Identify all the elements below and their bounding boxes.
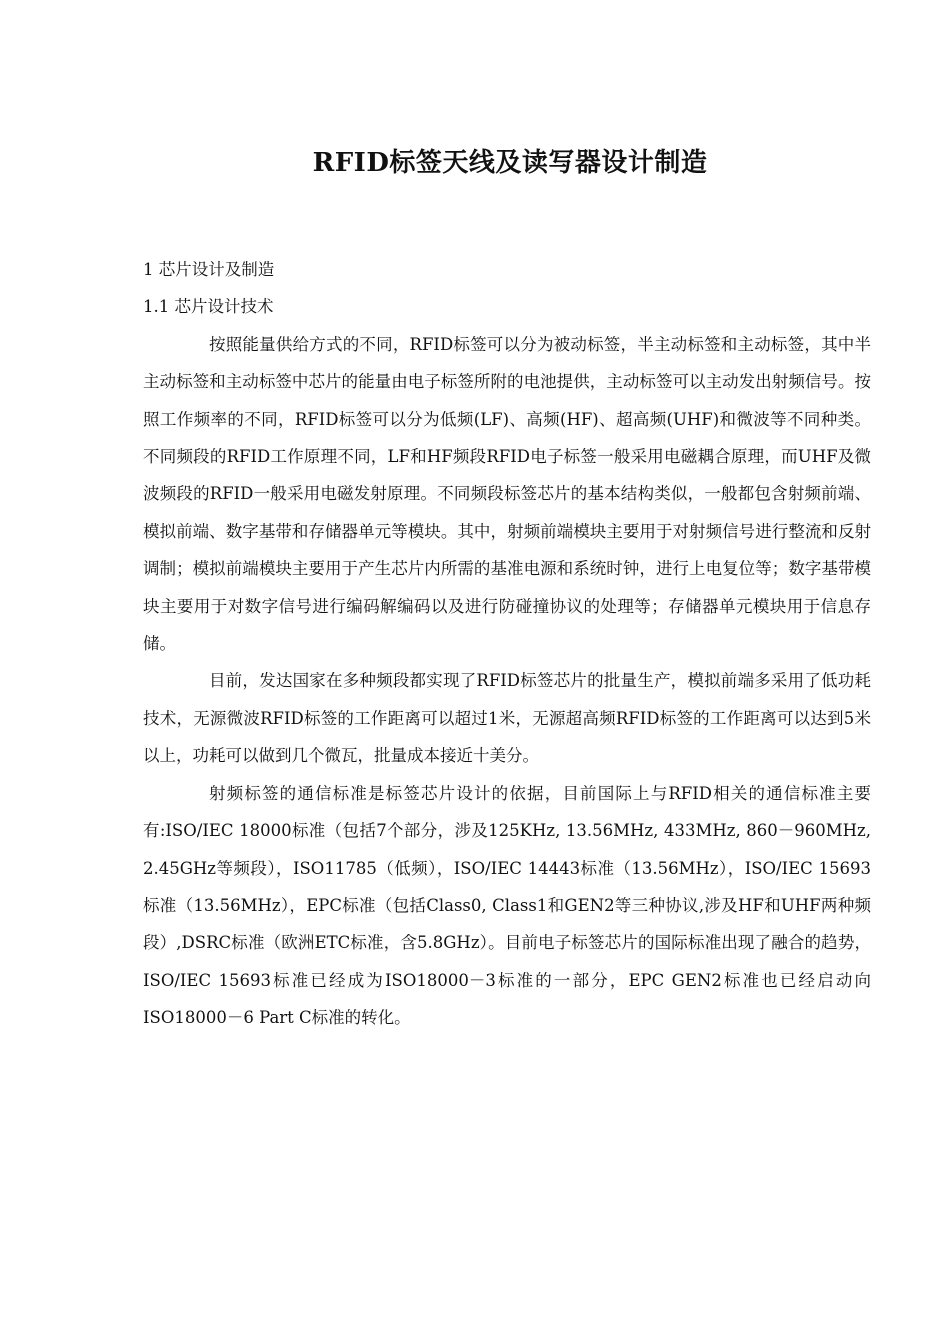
document-body <box>143 251 871 1037</box>
document-title: RFID标签天线及读写器设计制造 <box>312 148 708 178</box>
section-heading: 1 芯片设计及制造 <box>143 260 275 279</box>
paragraph: 按照能量供给方式的不同，RFID标签可以分为被动标签，半主动标签和主动标签，其中半主动标签和主动标签中芯片的能量由电子标签所附的电池提供，主动标签可以主动发出射频信号。按照工作频率的不同，RFID标签可以分为低频(LF)、高频(HF)、超高频(UHF)和微波等不同种类。不同频段的RFID工作原理不同，LF和HF频段RFID电子标签一般采用电磁耦合原理，而UHF及微波频段的RFID一般采用电磁发射原理。不同频段标签芯片的基本结构类似，一般都包含射频前端、模拟前端、数字基带和存储器单元等模块。其中，射频前端模块主要用于对射频信号进行整流和反射调制；模拟前端模块主要用于产生芯片内所需的基准电源和系统时钟，进行上电复位等；数字基带模块主要用于对数字信号进行编码解编码以及进行防碰撞协议的处理等；存储器单元模块用于信息存储。 <box>143 334 871 654</box>
paragraph: 射频标签的通信标准是标签芯片设计的依据，目前国际上与RFID相关的通信标准主要有:ISO/IEC 18000标准（包括7个部分，涉及125KHz, 13.56MHz, 433MHz, 860－960MHz, 2.45GHz等频段），ISO11785（低频），ISO/IEC 14443标准（13.56MHz），ISO/IEC 15693标准（13.56MHz），EPC标准（包括Class0, Class1和GEN2等三种协议,涉及HF和UHF两种频段）,DSRC标准（欧洲ETC标准，含5.8GHz）。目前电子标签芯片的国际标准出现了融合的趋势，ISO/IEC 15693标准已经成为ISO18000－3标准的一部分，EPC GEN2标准也已经启动向ISO18000－6 Part C标准的转化。 <box>143 783 871 1028</box>
subsection-heading: 1.1 芯片设计技术 <box>143 297 274 317</box>
paragraph: 目前，发达国家在多种频段都实现了RFID标签芯片的批量生产，模拟前端多采用了低功耗技术，无源微波RFID标签的工作距离可以超过1米，无源超高频RFID标签的工作距离可以达到5米以上，功耗可以做到几个微瓦，批量成本接近十美分。 <box>143 671 871 766</box>
